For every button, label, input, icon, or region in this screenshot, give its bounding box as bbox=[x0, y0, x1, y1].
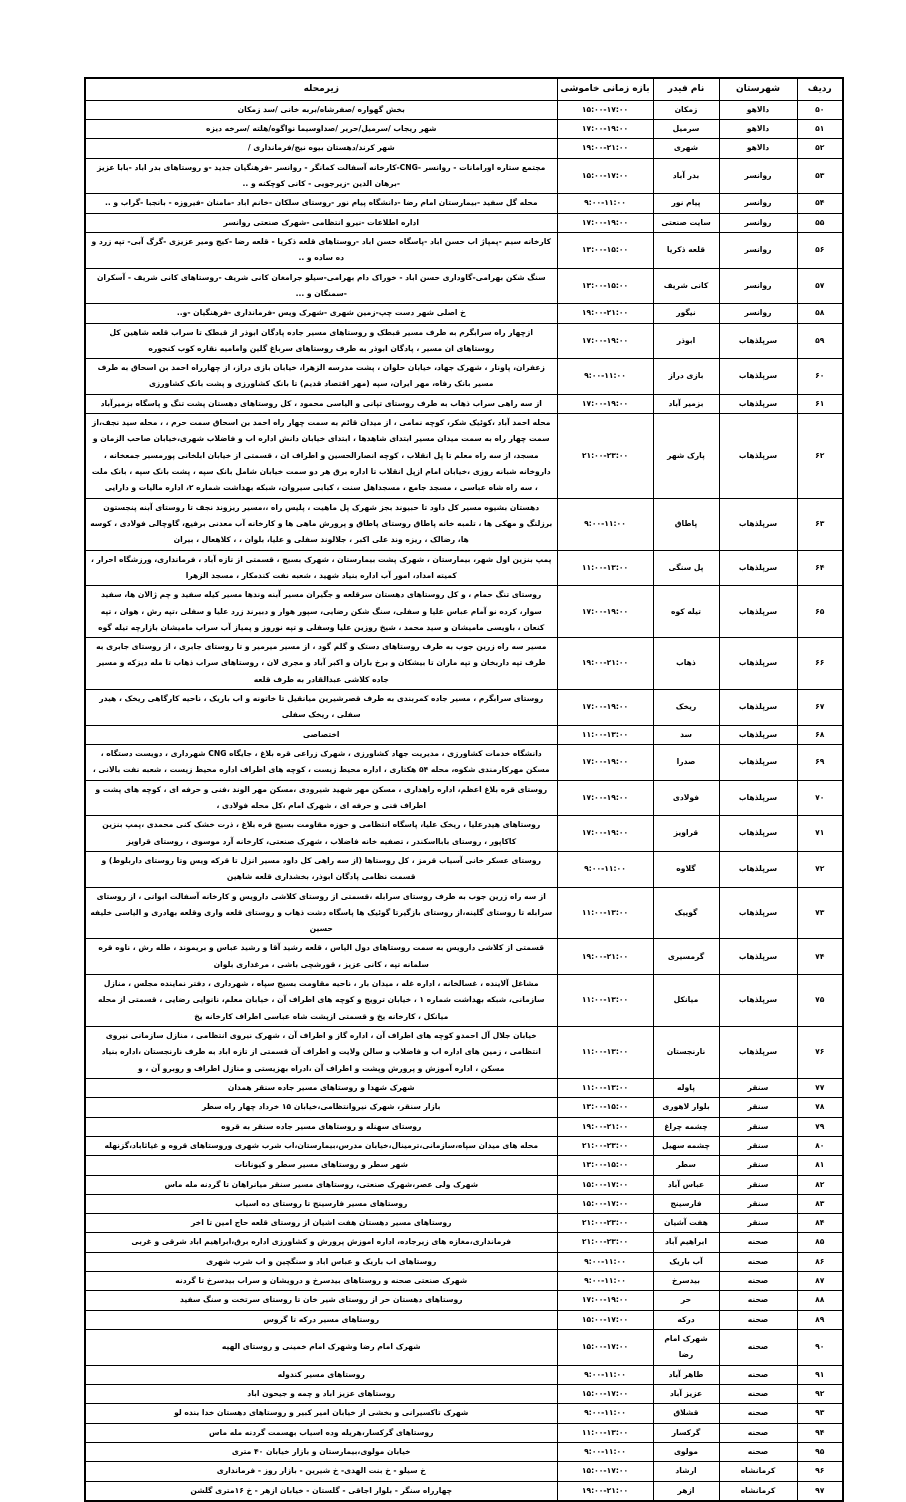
time-cell: ۱۹:۰۰-۲۱:۰۰ bbox=[557, 939, 653, 975]
time-cell: ۲۱:۰۰-۲۳:۰۰ bbox=[557, 1233, 653, 1252]
table-row bbox=[85, 1330, 843, 1366]
table-row bbox=[85, 232, 843, 268]
row-number-cell: ۵۵ bbox=[797, 213, 843, 232]
county-cell: صحنه bbox=[719, 1272, 797, 1291]
feeder-cell: ذهاب bbox=[653, 638, 719, 690]
table-row bbox=[85, 1252, 843, 1271]
area-cell: روستاهای مسیر درکه تا گروس bbox=[85, 1310, 557, 1329]
county-cell: سرپلذهاب bbox=[719, 690, 797, 726]
table-row bbox=[85, 1078, 843, 1097]
feeder-cell: گلاوه bbox=[653, 851, 719, 887]
table-row bbox=[85, 745, 843, 781]
table-row bbox=[85, 851, 843, 887]
feeder-cell: بازی دراز bbox=[653, 359, 719, 395]
row-number-cell: ۷۵ bbox=[797, 975, 843, 1027]
row-number-cell: ۹۵ bbox=[797, 1442, 843, 1461]
time-cell: ۱۱:۰۰-۱۳:۰۰ bbox=[557, 1423, 653, 1442]
time-cell: ۲۱:۰۰-۲۳:۰۰ bbox=[557, 1214, 653, 1233]
feeder-cell: فولادی bbox=[653, 780, 719, 816]
row-number-cell: ۷۸ bbox=[797, 1098, 843, 1117]
time-cell: ۱۵:۰۰-۱۷:۰۰ bbox=[557, 1175, 653, 1194]
row-number-cell: ۸۳ bbox=[797, 1194, 843, 1213]
feeder-cell: هفت آشیان bbox=[653, 1214, 719, 1233]
time-cell: ۱۵:۰۰-۱۷:۰۰ bbox=[557, 1384, 653, 1403]
area-cell: ازچهار راه سرابگرم به طرف مسیر قبطک و روستاهای مسیر جاده پادگان ابوذر از قبطک تا سراب قلعه شاهین کل روستاهای ان مسیر ، پادگان ابوذر به طرف روستاهای سرباغ گلین وامامیه نقاره کوب کنجوره bbox=[85, 323, 557, 359]
feeder-cell: نارنجستان bbox=[653, 1027, 719, 1079]
county-cell: سرپلذهاب bbox=[719, 780, 797, 816]
row-number-cell: ۶۵ bbox=[797, 586, 843, 638]
feeder-cell: چشمه سهیل bbox=[653, 1136, 719, 1155]
county-cell: سرپلذهاب bbox=[719, 975, 797, 1027]
row-number-cell: ۷۶ bbox=[797, 1027, 843, 1079]
time-cell: ۹:۰۰-۱۱:۰۰ bbox=[557, 1365, 653, 1384]
feeder-cell: صدرا bbox=[653, 745, 719, 781]
feeder-cell: بزمیر آباد bbox=[653, 394, 719, 413]
time-cell: ۱۷:۰۰-۱۹:۰۰ bbox=[557, 1291, 653, 1310]
table-row bbox=[85, 158, 843, 194]
county-cell: صحنه bbox=[719, 1291, 797, 1310]
time-cell: ۱۵:۰۰-۱۷:۰۰ bbox=[557, 1330, 653, 1366]
area-cell: خیابان مولوی،بیمارستان و بازار خیابان ۴۰ متری bbox=[85, 1442, 557, 1461]
table-row bbox=[85, 1291, 843, 1310]
county-cell: سنقر bbox=[719, 1194, 797, 1213]
time-cell: ۱۳:۰۰-۱۵:۰۰ bbox=[557, 1156, 653, 1175]
time-cell: ۱۷:۰۰-۱۹:۰۰ bbox=[557, 120, 653, 139]
table-row bbox=[85, 1365, 843, 1384]
county-cell: دالاهو bbox=[719, 100, 797, 119]
row-number-cell: ۵۱ bbox=[797, 120, 843, 139]
county-cell: صحنه bbox=[719, 1365, 797, 1384]
table-row bbox=[85, 498, 843, 550]
row-number-cell: ۸۷ bbox=[797, 1272, 843, 1291]
county-cell: سنقر bbox=[719, 1117, 797, 1136]
row-number-cell: ۷۱ bbox=[797, 816, 843, 852]
area-cell: قسمتی از کلاشی دارویس به سمت روستاهای دول الیاس ، قلعه رشید آقا و رشید عباس و بریموند ، طله رش ، ناوه قره سلمانه تپه ، کانی عزیز ، قورشچی باشی ، مرغداری بلوان bbox=[85, 939, 557, 975]
row-number-cell: ۸۱ bbox=[797, 1156, 843, 1175]
county-cell: روانسر bbox=[719, 304, 797, 323]
feeder-cell: بلوار لاهوری bbox=[653, 1098, 719, 1117]
time-cell: ۱۷:۰۰-۱۹:۰۰ bbox=[557, 323, 653, 359]
feeder-cell: ابراهیم آباد bbox=[653, 1233, 719, 1252]
header-row bbox=[85, 78, 843, 100]
county-cell: سنقر bbox=[719, 1214, 797, 1233]
column-header-rownum: ردیف bbox=[797, 78, 843, 100]
county-cell: روانسر bbox=[719, 158, 797, 194]
county-cell: کرمانشاه bbox=[719, 1481, 797, 1501]
area-cell: فرمانداری،مغازه های زیرجاده، اداره اموزش پرورش و کشاورزی اداره برق،ابراهیم اباد شرقی و غربی bbox=[85, 1233, 557, 1252]
row-number-cell: ۵۳ bbox=[797, 158, 843, 194]
area-cell: کارخانه سیم -پمپاژ اب حسن اباد -پاسگاه حسن اباد -روستاهای قلعه ذکریا - قلعه رضا -کیج ومیر عزیزی -گرگ آبی- تپه زرد و ده ساده و .. bbox=[85, 232, 557, 268]
area-cell: روستای سهنله و روستاهای مسیر جاده سنقر به قروه bbox=[85, 1117, 557, 1136]
row-number-cell: ۸۶ bbox=[797, 1252, 843, 1271]
county-cell: سرپلذهاب bbox=[719, 498, 797, 550]
feeder-cell: چشمه چراغ bbox=[653, 1117, 719, 1136]
table-row bbox=[85, 690, 843, 726]
time-cell: ۱۱:۰۰-۱۳:۰۰ bbox=[557, 887, 653, 939]
row-number-cell: ۷۲ bbox=[797, 851, 843, 887]
area-cell: روستای تنگ حمام ، و کل روستاهای دهستان سرقلعه و جگیران مسیر آبنه وندها مسیر کیله سفید و چم ژالان ها، سفید سوار، کرده نو آمام عباس علیا و سفلی، سنگ شکن رضایی، سپور هوار و دبیرند زرد علیا و سفلی ،تپه رش ، هوان ، تپه کنعان ، باویسی مامیشان و سید محمد ، شیخ روزین علیا وسفلی و تپه نوروز و پمیاز آب سراب مامیشان بازارچه تیله گوه bbox=[85, 586, 557, 638]
row-number-cell: ۶۱ bbox=[797, 394, 843, 413]
feeder-cell: شهری bbox=[653, 139, 719, 158]
feeder-cell: نیگور bbox=[653, 304, 719, 323]
table-row bbox=[85, 975, 843, 1027]
time-cell: ۱۱:۰۰-۱۳:۰۰ bbox=[557, 725, 653, 744]
time-cell: ۱۵:۰۰-۱۷:۰۰ bbox=[557, 1310, 653, 1329]
area-cell: شهرک صنعتی صحنه و روستاهای بیدسرخ و درویشان و سراب بیدسرخ تا گردنه bbox=[85, 1272, 557, 1291]
row-number-cell: ۷۳ bbox=[797, 887, 843, 939]
time-cell: ۱۷:۰۰-۱۹:۰۰ bbox=[557, 780, 653, 816]
table-row bbox=[85, 268, 843, 304]
time-cell: ۲۱:۰۰-۲۳:۰۰ bbox=[557, 1136, 653, 1155]
time-cell: ۱۳:۰۰-۱۵:۰۰ bbox=[557, 1098, 653, 1117]
feeder-cell: ازهر bbox=[653, 1481, 719, 1501]
time-cell: ۹:۰۰-۱۱:۰۰ bbox=[557, 1252, 653, 1271]
feeder-cell: پاوله bbox=[653, 1078, 719, 1097]
row-number-cell: ۶۶ bbox=[797, 638, 843, 690]
feeder-cell: سد bbox=[653, 725, 719, 744]
feeder-cell: کانی شریف bbox=[653, 268, 719, 304]
area-cell: روستاهای دهستان حر از روستای شیر خان تا روستای سرتخت و سنگ سفید bbox=[85, 1291, 557, 1310]
row-number-cell: ۵۸ bbox=[797, 304, 843, 323]
county-cell: سرپلذهاب bbox=[719, 394, 797, 413]
county-cell: سرپلذهاب bbox=[719, 1027, 797, 1079]
county-cell: سنقر bbox=[719, 1136, 797, 1155]
area-cell: شهر ریجاب /سرمیل/حریر /صداوسیما نواگوه/هلته /سرخه دیزه bbox=[85, 120, 557, 139]
row-number-cell: ۹۰ bbox=[797, 1330, 843, 1366]
row-number-cell: ۶۸ bbox=[797, 725, 843, 744]
feeder-cell: شهرک امام رضا bbox=[653, 1330, 719, 1366]
feeder-cell: قشلاق bbox=[653, 1404, 719, 1423]
table-row bbox=[85, 1156, 843, 1175]
time-cell: ۹:۰۰-۱۱:۰۰ bbox=[557, 1272, 653, 1291]
county-cell: سرپلذهاب bbox=[719, 725, 797, 744]
row-number-cell: ۸۹ bbox=[797, 1310, 843, 1329]
time-cell: ۱۹:۰۰-۲۱:۰۰ bbox=[557, 304, 653, 323]
time-cell: ۱۵:۰۰-۱۷:۰۰ bbox=[557, 1194, 653, 1213]
table-row bbox=[85, 586, 843, 638]
area-cell: از سه راهی سراب ذهاب به طرف روستای تپانی و الیاسی محمود ، کل روستاهای دهستان پشت تنگ و پاسگاه بزمیرآباد bbox=[85, 394, 557, 413]
feeder-cell: ارشاد bbox=[653, 1462, 719, 1481]
county-cell: سرپلذهاب bbox=[719, 323, 797, 359]
county-cell: سرپلذهاب bbox=[719, 414, 797, 499]
row-number-cell: ۹۴ bbox=[797, 1423, 843, 1442]
time-cell: ۱۵:۰۰-۱۷:۰۰ bbox=[557, 100, 653, 119]
row-number-cell: ۶۹ bbox=[797, 745, 843, 781]
table-row bbox=[85, 780, 843, 816]
county-cell: صحنه bbox=[719, 1423, 797, 1442]
county-cell: صحنه bbox=[719, 1252, 797, 1271]
area-cell: روستاهای عزیز اباد و چمه و جیحون اباد bbox=[85, 1384, 557, 1403]
table-row bbox=[85, 638, 843, 690]
table-row bbox=[85, 1404, 843, 1423]
row-number-cell: ۷۴ bbox=[797, 939, 843, 975]
feeder-cell: سطر bbox=[653, 1156, 719, 1175]
table-row bbox=[85, 394, 843, 413]
time-cell: ۲۱:۰۰-۲۳:۰۰ bbox=[557, 414, 653, 499]
feeder-cell: مولوی bbox=[653, 1442, 719, 1461]
feeder-cell: تیله کوه bbox=[653, 586, 719, 638]
row-number-cell: ۹۷ bbox=[797, 1481, 843, 1501]
area-cell: شهرک امام رضا وشهرک امام خمینی و روستای الهیه bbox=[85, 1330, 557, 1366]
table-row bbox=[85, 139, 843, 158]
row-number-cell: ۶۲ bbox=[797, 414, 843, 499]
county-cell: صحنه bbox=[719, 1310, 797, 1329]
time-cell: ۹:۰۰-۱۱:۰۰ bbox=[557, 851, 653, 887]
feeder-cell: عباس آباد bbox=[653, 1175, 719, 1194]
column-header-feeder: نام فیدر bbox=[653, 78, 719, 100]
row-number-cell: ۹۳ bbox=[797, 1404, 843, 1423]
time-cell: ۱۱:۰۰-۱۳:۰۰ bbox=[557, 550, 653, 586]
feeder-cell: گرکسار bbox=[653, 1423, 719, 1442]
area-cell: روستاهای گرکسار،هریله وده اسیاب بهسمت گردنه مله ماس bbox=[85, 1423, 557, 1442]
county-cell: سرپلذهاب bbox=[719, 745, 797, 781]
time-cell: ۹:۰۰-۱۱:۰۰ bbox=[557, 498, 653, 550]
area-cell: زعفران، پاونار ، شهرک جهاد، خیابان حلوان ، پشت مدرسه الزهرا، خیابان بازی دراز، از چهارراه احمد بن اسحاق به طرف مسیر بانک رفاه، مهر ایران، سپه (مهر اقتصاد قدیم) تا بانک کشاورزی و پشت بانک کشاورزی bbox=[85, 359, 557, 395]
area-cell: شهرک شهدا و روستاهای مسیر جاده سنقر همدان bbox=[85, 1078, 557, 1097]
row-number-cell: ۸۲ bbox=[797, 1175, 843, 1194]
table-row bbox=[85, 550, 843, 586]
row-number-cell: ۷۹ bbox=[797, 1117, 843, 1136]
table-row bbox=[85, 120, 843, 139]
feeder-cell: میانکل bbox=[653, 975, 719, 1027]
county-cell: دالاهو bbox=[719, 139, 797, 158]
area-cell: شهرک ولی عصر،شهرک صنعتی، روستاهای مسیر سنقر میانراهان تا گردنه مله ماس bbox=[85, 1175, 557, 1194]
area-cell: روستای عسکر خانی آسیاب قرمز ، کل روستاها (از سه راهی کل داود مسیر انزل تا قرکه ویس وتا روستای داربلوط) و قسمت نظامی پادگان ابوذر، بخشداری قلعه شاهین bbox=[85, 851, 557, 887]
table-row bbox=[85, 1214, 843, 1233]
feeder-cell: قلعه ذکریا bbox=[653, 232, 719, 268]
area-cell: دانشگاه خدمات کشاورزی ، مدیریت جهاد کشاورزی ، شهرک زراعی قره بلاغ ، جایگاه CNG شهرداری ، دویست دستگاه ، مسکن مهرکارمندی شکوه، محله ۵۴ هکتاری ، اداره محیط زیست ، کوچه های اطراف اداره محیط زیست ، شعبه نفت بالانی ، bbox=[85, 745, 557, 781]
feeder-cell: سرمیل bbox=[653, 120, 719, 139]
row-number-cell: ۷۷ bbox=[797, 1078, 843, 1097]
table-row bbox=[85, 213, 843, 232]
table-row bbox=[85, 939, 843, 975]
table-row bbox=[85, 1310, 843, 1329]
time-cell: ۹:۰۰-۱۱:۰۰ bbox=[557, 194, 653, 213]
feeder-cell: ریخک bbox=[653, 690, 719, 726]
feeder-cell: زمکان bbox=[653, 100, 719, 119]
area-cell: روستاهای مسیر فارسینج تا روستای ده اسیاب bbox=[85, 1194, 557, 1213]
county-cell: روانسر bbox=[719, 194, 797, 213]
row-number-cell: ۸۵ bbox=[797, 1233, 843, 1252]
area-cell: شهر سطر و روستاهای مسیر سطر و کیونانات bbox=[85, 1156, 557, 1175]
feeder-cell: پیام نور bbox=[653, 194, 719, 213]
document-page bbox=[84, 77, 844, 1502]
time-cell: ۱۹:۰۰-۲۱:۰۰ bbox=[557, 1481, 653, 1501]
feeder-cell: گوییک bbox=[653, 887, 719, 939]
feeder-cell: پل سنگی bbox=[653, 550, 719, 586]
area-cell: خ سیلو - خ بنت الهدی- خ شیرین - بازار روز - فرمانداری bbox=[85, 1462, 557, 1481]
time-cell: ۱۷:۰۰-۱۹:۰۰ bbox=[557, 586, 653, 638]
county-cell: سنقر bbox=[719, 1098, 797, 1117]
time-cell: ۱۷:۰۰-۱۹:۰۰ bbox=[557, 816, 653, 852]
row-number-cell: ۷۰ bbox=[797, 780, 843, 816]
area-cell: روستاهای مسیر کندوله bbox=[85, 1365, 557, 1384]
feeder-cell: بیدسرخ bbox=[653, 1272, 719, 1291]
table-row bbox=[85, 1442, 843, 1461]
table-row bbox=[85, 359, 843, 395]
area-cell: روستای سرابگرم ، مسیر جاده کمربندی به طرف قصرشیرین میانقیل تا خاتونه و اب باریک ، ناحیه کارگاهی ریخک ، هیدر سفلی ، ریخک سفلی bbox=[85, 690, 557, 726]
county-cell: روانسر bbox=[719, 232, 797, 268]
table-row bbox=[85, 194, 843, 213]
feeder-cell: پارک شهر bbox=[653, 414, 719, 499]
feeder-cell: گرمسیری bbox=[653, 939, 719, 975]
time-cell: ۱۳:۰۰-۱۵:۰۰ bbox=[557, 268, 653, 304]
time-cell: ۱۹:۰۰-۲۱:۰۰ bbox=[557, 638, 653, 690]
table-row bbox=[85, 1481, 843, 1501]
row-number-cell: ۶۰ bbox=[797, 359, 843, 395]
time-cell: ۱۷:۰۰-۱۹:۰۰ bbox=[557, 394, 653, 413]
row-number-cell: ۶۴ bbox=[797, 550, 843, 586]
time-cell: ۱۹:۰۰-۲۱:۰۰ bbox=[557, 1117, 653, 1136]
feeder-cell: درکه bbox=[653, 1310, 719, 1329]
time-cell: ۱۱:۰۰-۱۳:۰۰ bbox=[557, 1027, 653, 1079]
county-cell: کرمانشاه bbox=[719, 1462, 797, 1481]
table-row bbox=[85, 887, 843, 939]
feeder-cell: قراویز bbox=[653, 816, 719, 852]
column-header-area: زیرمحله bbox=[85, 78, 557, 100]
area-cell: از سه راه زرین جوب به طرف روستای سرابله ،قسمتی از روستای کلاشی دارویس و کارخانه آسفالت ابوانی ، از روستای سرابله تا روستای گلینه،از روستای بازگیرتا گوئیک ها پاسگاه دشت ذهاب و روستای قلعه واری وقلعه بهادری و الیاسی خلیفه حسین bbox=[85, 887, 557, 939]
row-number-cell: ۶۷ bbox=[797, 690, 843, 726]
area-cell: محله احمد آباد ،کوئیک شکر، کوچه نمامی ، از میدان قائم به سمت چهار راه احمد بن اسحاق سمت حرم ، ، محله سید نجف،از سمت چهار راه به سمت میدان مسیر ابتدای شاهدها ، ابتدای خیابان دانش اداره اب و فاضلاب شهری،خیابان صاحب الزمان و مسجد، از سه راه معلم تا پل انقلاب ، کوچه انصارالحسین و اطراف ان ، قسمتی از خیابان ابلخانی پورمسیر جمعخانه ، داروخانه شبانه روزی ،خیابان امام ازپل انقلاب تا اداره برق هر دو سمت خیابان شامل بانک سپه ، پشت بانک سپه ، بانک ملت ، سه راه شاه عباسی ، مسجد جامع ، مسجداهل سنت ، کبابی سیروان، شبکه بهداشت شماره ۲، اداره مالیات و دارایی bbox=[85, 414, 557, 499]
table-row bbox=[85, 725, 843, 744]
column-header-time: بازه زمانی خاموشی bbox=[557, 78, 653, 100]
area-cell: روستاهای مسیر دهستان هفت اشیان از روستای قلعه حاج امین تا اخر bbox=[85, 1214, 557, 1233]
table-row bbox=[85, 100, 843, 119]
area-cell: محله گل سفید -بیمارستان امام رضا -دانشگاه پیام نور -روستای سلکان -خانم اباد -مامنان -فیروزه - بانجبا -گراب و .. bbox=[85, 194, 557, 213]
row-number-cell: ۹۱ bbox=[797, 1365, 843, 1384]
area-cell: روستای قره بلاغ اعظم، اداره راهداری ، مسکن مهر شهید شیرودی ،مسکن مهر الوند ،فنی و حرفه ای ، کوچه های پشت و اطراف فنی و حرفه ای ، شهرک امام ،کل محله فولادی ، bbox=[85, 780, 557, 816]
time-cell: ۱۱:۰۰-۱۳:۰۰ bbox=[557, 975, 653, 1027]
area-cell: شهرک تاکسیرانی و بخشی از خیابان امیر کبیر و روستاهای دهستان خدا بنده لو bbox=[85, 1404, 557, 1423]
county-cell: سرپلذهاب bbox=[719, 816, 797, 852]
table-row bbox=[85, 323, 843, 359]
row-number-cell: ۸۴ bbox=[797, 1214, 843, 1233]
time-cell: ۱۳:۰۰-۱۵:۰۰ bbox=[557, 232, 653, 268]
row-number-cell: ۵۹ bbox=[797, 323, 843, 359]
area-cell: روستاهای اب باریک و عباس اباد و سنگچین و اب شرب شهری bbox=[85, 1252, 557, 1271]
county-cell: صحنه bbox=[719, 1384, 797, 1403]
row-number-cell: ۵۲ bbox=[797, 139, 843, 158]
table-row bbox=[85, 1194, 843, 1213]
time-cell: ۹:۰۰-۱۱:۰۰ bbox=[557, 359, 653, 395]
county-cell: سرپلذهاب bbox=[719, 887, 797, 939]
county-cell: صحنه bbox=[719, 1233, 797, 1252]
outage-schedule-table bbox=[84, 77, 844, 1502]
county-cell: سرپلذهاب bbox=[719, 586, 797, 638]
feeder-cell: طاهر آباد bbox=[653, 1365, 719, 1384]
feeder-cell: بدر آباد bbox=[653, 158, 719, 194]
area-cell: محله های میدان سپاه،سازمانی،ترمینال،خیابان مدرس،بیمارستان،اب شرب شهری وروستاهای قروه و غیاثاباد،گزنهله bbox=[85, 1136, 557, 1155]
time-cell: ۱۹:۰۰-۲۱:۰۰ bbox=[557, 139, 653, 158]
time-cell: ۹:۰۰-۱۱:۰۰ bbox=[557, 1442, 653, 1461]
county-cell: دالاهو bbox=[719, 120, 797, 139]
county-cell: سنقر bbox=[719, 1156, 797, 1175]
feeder-cell: آب باریک bbox=[653, 1252, 719, 1271]
area-cell: بازار سنقر، شهرک نیروانتظامی،خیابان ۱۵ خرداد چهار راه سطر bbox=[85, 1098, 557, 1117]
table-row bbox=[85, 1098, 843, 1117]
table-row bbox=[85, 1272, 843, 1291]
county-cell: صحنه bbox=[719, 1404, 797, 1423]
time-cell: ۱۵:۰۰-۱۷:۰۰ bbox=[557, 158, 653, 194]
table-row bbox=[85, 1175, 843, 1194]
time-cell: ۱۱:۰۰-۱۳:۰۰ bbox=[557, 1078, 653, 1097]
feeder-cell: عزیز آباد bbox=[653, 1384, 719, 1403]
county-cell: سرپلذهاب bbox=[719, 851, 797, 887]
table-row bbox=[85, 816, 843, 852]
feeder-cell: فارسینج bbox=[653, 1194, 719, 1213]
feeder-cell: سایت صنعتی bbox=[653, 213, 719, 232]
row-number-cell: ۵۰ bbox=[797, 100, 843, 119]
table-row bbox=[85, 1136, 843, 1155]
area-cell: مشاغل آلاینده ، غسالخانه ، اداره غله ، میدان بار ، ناحیه مقاومت بسیج سپاه ، شهرداری ، دفتر نماینده مجلس ، منازل سازمانی، شبکه بهداشت شماره ۱ ، خیابان ترویج و کوچه های اطراف آن ، خیابان معلم، نانوایی رضایی ، قسمتی از محله میانکل ، کارخانه یخ و قسمتی ازپشت شاه عباسی اطراف کارخانه یخ bbox=[85, 975, 557, 1027]
area-cell: مجتمع ستاره اورامانات - روانسر -CNG-کارخانه آسفالت کمانگر - روانسر -فرهنگیان جدید -و روستاهای بدر اباد -بابا عزیز -برهان الدین -زیرجویی - کانی کوچکنه و .. bbox=[85, 158, 557, 194]
time-cell: ۱۷:۰۰-۱۹:۰۰ bbox=[557, 690, 653, 726]
time-cell: ۱۵:۰۰-۱۷:۰۰ bbox=[557, 1462, 653, 1481]
area-cell: بخش گهواره /صفرشاه/بربه خانی /سد زمکان bbox=[85, 100, 557, 119]
table-row bbox=[85, 1462, 843, 1481]
table-row bbox=[85, 1423, 843, 1442]
county-cell: سنقر bbox=[719, 1175, 797, 1194]
time-cell: ۱۷:۰۰-۱۹:۰۰ bbox=[557, 213, 653, 232]
table-row bbox=[85, 304, 843, 323]
county-cell: سرپلذهاب bbox=[719, 939, 797, 975]
row-number-cell: ۸۸ bbox=[797, 1291, 843, 1310]
feeder-cell: پاطاق bbox=[653, 498, 719, 550]
county-cell: روانسر bbox=[719, 268, 797, 304]
area-cell: سنگ شکن بهرامی-گاوداری حسن اباد - خوراک دام بهرامی-سیلو جرامغان کانی شریف -روستاهای کانی شریف - آسکران -سمنگان و ... bbox=[85, 268, 557, 304]
row-number-cell: ۵۴ bbox=[797, 194, 843, 213]
area-cell: اداره اطلاعات -نیرو انتظامی -شهرک صنعتی روانسر bbox=[85, 213, 557, 232]
county-cell: سنقر bbox=[719, 1078, 797, 1097]
table-row bbox=[85, 1233, 843, 1252]
time-cell: ۱۷:۰۰-۱۹:۰۰ bbox=[557, 745, 653, 781]
feeder-cell: حر bbox=[653, 1291, 719, 1310]
row-number-cell: ۸۰ bbox=[797, 1136, 843, 1155]
area-cell: مسیر سه راه زرین جوب به طرف روستاهای دستک و گلم گود ، از مسیر میرمیر و تا روستای جابری ، از روستای جابری به طرف تپه داربخان و تپه ماران تا بیشکان و برخ باران و اکبر آباد و مجری لان ، روستاهای سراب ذهاب تا مله دیزکه و مسیر جاده کلاشی عبدالقادر به طرف قلعه bbox=[85, 638, 557, 690]
county-cell: سرپلذهاب bbox=[719, 550, 797, 586]
area-cell: چهارراه سنگر - بلوار اجاقی - گلستان - خیابان ازهر - خ ۱۶متری گلشن bbox=[85, 1481, 557, 1501]
row-number-cell: ۵۷ bbox=[797, 268, 843, 304]
table-row bbox=[85, 414, 843, 499]
area-cell: پمپ بنزین اول شهر، بیمارستان ، شهرک پشت بیمارستان ، شهرک بسیج ، قسمتی از تازه آباد ، فرمانداری، ورزشگاه احرار ، کمیته امداد، امور آب اداره بنیاد شهید ، شعبه نفت کندمکار ، مسجد الزهرا bbox=[85, 550, 557, 586]
column-header-county: شهرستان bbox=[719, 78, 797, 100]
row-number-cell: ۹۶ bbox=[797, 1462, 843, 1481]
time-cell: ۹:۰۰-۱۱:۰۰ bbox=[557, 1404, 653, 1423]
county-cell: سرپلذهاب bbox=[719, 359, 797, 395]
county-cell: صحنه bbox=[719, 1442, 797, 1461]
county-cell: صحنه bbox=[719, 1330, 797, 1366]
county-cell: سرپلذهاب bbox=[719, 638, 797, 690]
table-body bbox=[85, 100, 843, 1501]
area-cell: روستاهای هیدرعلیا ، ریخک علیا، پاسگاه انتظامی و حوزه مقاومت بسیج قره بلاغ ، ذرت خشک کنی محمدی ،پمپ بنزین کاکاپور ، روستای بابااسکندر ، تصفیه خانه فاضلاب ، شهرک صنعتی، کارخانه آرد موسوی ، روستای قراویز bbox=[85, 816, 557, 852]
table-row bbox=[85, 1117, 843, 1136]
area-cell: اختصاصی bbox=[85, 725, 557, 744]
row-number-cell: ۹۲ bbox=[797, 1384, 843, 1403]
area-cell: خ اصلی شهر دست چپ-زمین شهری -شهرک ویس -فرمانداری -فرهنگیان -و.. bbox=[85, 304, 557, 323]
feeder-cell: ابوذر bbox=[653, 323, 719, 359]
row-number-cell: ۶۳ bbox=[797, 498, 843, 550]
area-cell: شهر کرند/دهستان بیوه نیج/فرمانداری / bbox=[85, 139, 557, 158]
row-number-cell: ۵۶ bbox=[797, 232, 843, 268]
table-row bbox=[85, 1027, 843, 1079]
area-cell: خیابان جلال آل احمدو کوچه های اطراف آن ، اداره گاز و اطراف آن ، شهرک نیروی انتظامی ، منازل سازمانی نیروی انتظامی ، زمین های اداره اب و فاضلاب و سالن ولایت و اطراف آن قسمتی از تازه اباد به طرف نارنجستان ،اداره بنیاد مسکن ، اداره آموزش و پرورش وپشت و اطراف آن ،ادراه بهزیستی و منازل اطراف و روبرو آن ، و bbox=[85, 1027, 557, 1079]
county-cell: روانسر bbox=[719, 213, 797, 232]
table-row bbox=[85, 1384, 843, 1403]
area-cell: دهستان بشیوه مسیر کل داود تا حبیوند بجز شهرک پل ماهیت ، پلیس راه ،،مسیر ریزوند نجف تا روستای آبنه پنجستون برزلنگ و مهکی ها ، تلمبه خانه پاطاق روستای پاطاق و پرورش ماهی ها و کارخانه آب معدنی برفیع، گاوچالی فولادی ، کوسه ها، رضالک ، ریزه وند علی اکبر ، جلالوند سفلی و علیا، بلوان ، ، کلاهعال ، بیران bbox=[85, 498, 557, 550]
